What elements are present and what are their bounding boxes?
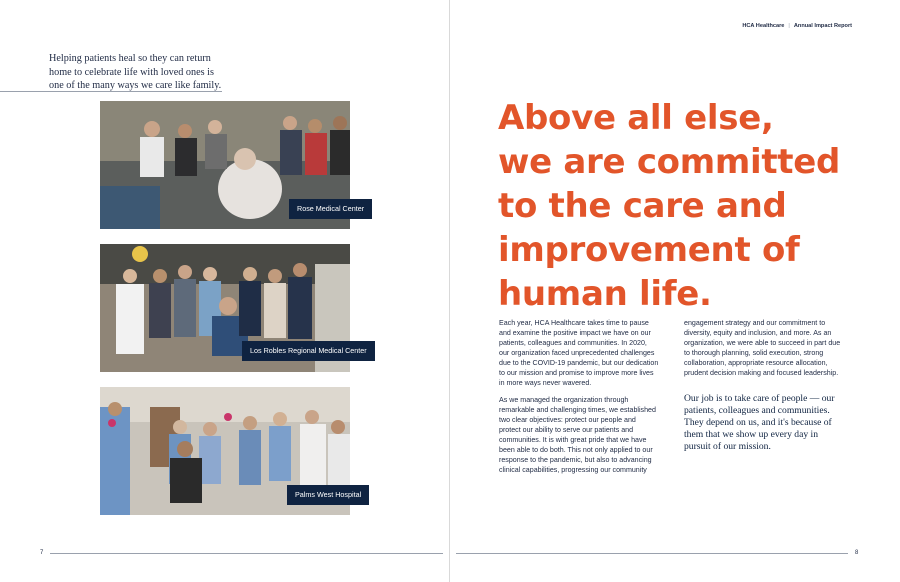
photo-label-los-robles: Los Robles Regional Medical Center <box>242 341 375 361</box>
pull-quote: Our job is to take care of people — our patients, colleagues and communities. They depend on us, and it's because of them that we show up every day in pursuit of our mission. <box>684 393 835 452</box>
headline-line: Above all else, <box>498 98 774 138</box>
running-header <box>700 23 852 29</box>
caption-divider <box>0 91 222 92</box>
body-paragraph: As we managed the organization through remarkable and challenging times, we established two clear objectives: protect our people and protect our ability to serve our patients and communities. It is with great pride that we have been able to do both. This not only applied to our response to the pandemic, but also to advancing clinical capabilities, progressing our community <box>499 396 656 474</box>
page-number-left: 7 <box>40 550 44 556</box>
page-number-right: 8 <box>855 550 859 556</box>
footer-rule-left <box>50 553 443 554</box>
body-column-left <box>499 318 659 482</box>
page-gutter <box>449 0 450 582</box>
headline <box>498 96 858 316</box>
photo-label-rose: Rose Medical Center <box>289 199 372 219</box>
headline-line: improvement of <box>498 230 800 270</box>
header-report-title: Annual Impact Report <box>793 23 852 29</box>
footer-rule-right <box>456 553 848 554</box>
photo-label-palms-west: Palms West Hospital <box>287 485 369 505</box>
headline-line: to the care and <box>498 186 787 226</box>
body-paragraph: engagement strategy and our commitment to diversity, equity and inclusion, and more. As an organization, we were able to succeed in part due to thorough planning, solid execution, strong collaboration, appropriate resource allocation, prudent decision making and focused leadership. <box>684 319 841 377</box>
headline-line: human life. <box>498 274 712 314</box>
header-brand: HCA Healthcare <box>742 23 785 29</box>
headline-line: we are committed <box>498 142 841 182</box>
intro-caption: Helping patients heal so they can return home to celebrate life with loved ones is one of the many ways we care like family. <box>49 53 222 91</box>
body-paragraph: Each year, HCA Healthcare takes time to pause and examine the positive impact we have on our patients, colleagues and communities. In 2020, our organization faced unprecedented challenges due to the COVID-19 pandemic, but our dedication to our mission and promise to improve more lives in more ways never wavered. <box>499 319 659 387</box>
header-separator: | <box>788 23 790 29</box>
body-column-right <box>684 318 844 385</box>
